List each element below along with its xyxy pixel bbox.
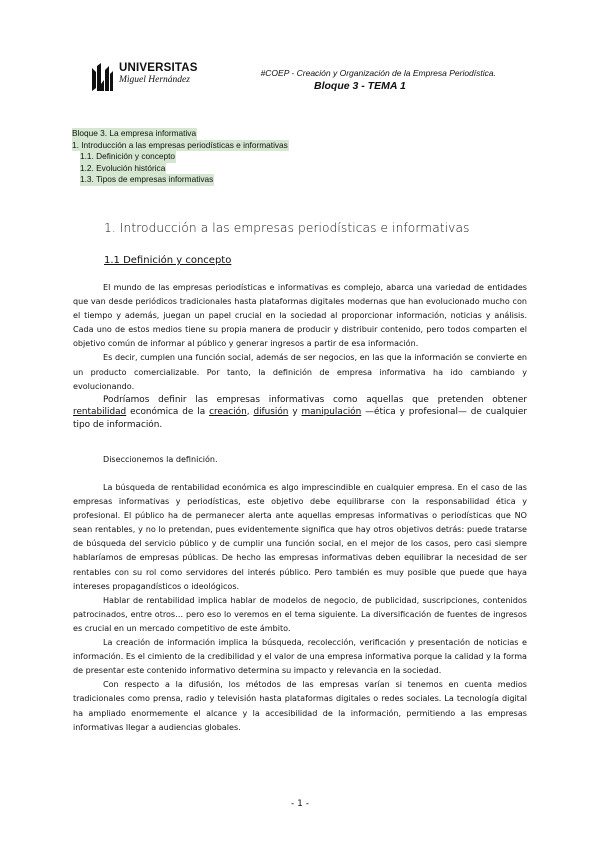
course-title: #COEP - Creación y Organización de la Empresa Periodística.	[260, 68, 496, 78]
toc-item[interactable]: 1.3. Tipos de empresas informativas	[80, 174, 214, 185]
body-text-block	[73, 453, 527, 467]
underlined-term: creación	[209, 407, 247, 418]
toc-item[interactable]: 1.2. Evolución histórica	[80, 162, 166, 173]
text-run: y	[288, 407, 302, 418]
paragraph: Con respecto a la difusión, los métodos de las empresas varían si tenemos en cuenta medios tradicionales como prensa, radio y televisión hasta plataformas digitales o redes sociales. La tecnología digital ha ampliado enormemente el alcance y la accesibilidad de la información, permitiendo a las empresas informativas llegar a audiencias globales.	[73, 680, 527, 732]
university-logo-icon	[90, 62, 114, 92]
text-run: económica de la	[126, 407, 210, 418]
paragraph: Hablar de rentabilidad implica hablar de modelos de negocio, de publicidad, suscripciones, contenidos patrocinados, entre otros… pero eso lo veremos en el tema siguiente. La diversificación de fuentes de ingresos es crucial en un mercado competitivo de este ámbito.	[73, 595, 527, 633]
paragraph: La búsqueda de rentabilidad económica es algo imprescindible en cualquier empresa. En el caso de las empresas informativas y periodísticas, este objetivo debe equilibrarse con la responsabilidad ética y profesional. El público ha de permanecer alerta ante aquellas empresas informativas o periodísticas que NO sean rentables, y no lo pretendan, pues evidentemente significa que hay otros objetivos detrás: puede tratarse de búsqueda del servicio público y de cumplir una función social, en el mejor de los casos, pero casi siempre hablaríamos de empresas públicas. De hecho las empresas informativas deben equilibrar la necesidad de ser rentables con su rol como servidores del interés público. Pero también es muy posible que puede que haya intereses propagandísticos o ideológicos.	[73, 483, 527, 591]
text-run: —ética y profesional— de cualquier tipo de información.	[73, 407, 527, 430]
underlined-term: difusión	[253, 407, 289, 418]
paragraph: La creación de información implica la búsqueda, recolección, verificación y presentación de noticias e información. Es el cimiento de la credibilidad y el valor de una empresa informativa porque la calidad y la forma de presentar este contenido informativo determina su impacto y relevancia en la sociedad.	[73, 638, 527, 676]
text-run: Podríamos definir las empresas informativas como aquellas que pretenden obtener	[103, 394, 527, 405]
toc-item[interactable]: Bloque 3. La empresa informativa	[72, 128, 197, 138]
paragraph: Es decir, cumplen una función social, además de ser negocios, en las que la información se convierte en un producto comercializable. Por tanto, la definición de empresa informativa ha ido cambiando y evolucionando.	[73, 353, 527, 391]
paragraph: Diseccionemos la definición.	[103, 455, 218, 464]
underlined-term: rentabilidad	[73, 407, 127, 418]
body-text-block	[73, 281, 527, 432]
logo-subname: Miguel Hernández	[119, 75, 190, 85]
toc-item[interactable]: 1. Introducción a las empresas periodísticas e informativas	[72, 139, 288, 150]
page-number: - 1 -	[291, 799, 309, 809]
definition-paragraph	[73, 394, 527, 432]
underlined-term: manipulación	[301, 407, 362, 418]
subsection-heading: 1.1 Definición y concepto	[104, 255, 232, 266]
body-text-block	[73, 481, 527, 735]
section-heading: 1. Introducción a las empresas periodísticas e informativas	[104, 221, 470, 235]
toc-item[interactable]: 1.1. Definición y concepto	[80, 151, 176, 162]
logo-name: UNIVERSITAS	[119, 62, 198, 74]
block-title: Bloque 3 - TEMA 1	[314, 80, 406, 92]
table-of-contents	[72, 128, 289, 186]
text-run: ,	[246, 407, 254, 418]
paragraph: El mundo de las empresas periodísticas e informativas es complejo, abarca una variedad de entidades que van desde periódicos tradicionales hasta plataformas digitales modernas que han evolucionado mucho con el tiempo y además, juegan un papel crucial en la sociedad al proporcionar información, noticias y análisis. Cada uno de estos medios tiene su propia manera de producir y distribuir contenido, pero todos comparten el objetivo común de informar al público y generar ingresos a partir de esa información.	[73, 283, 527, 349]
